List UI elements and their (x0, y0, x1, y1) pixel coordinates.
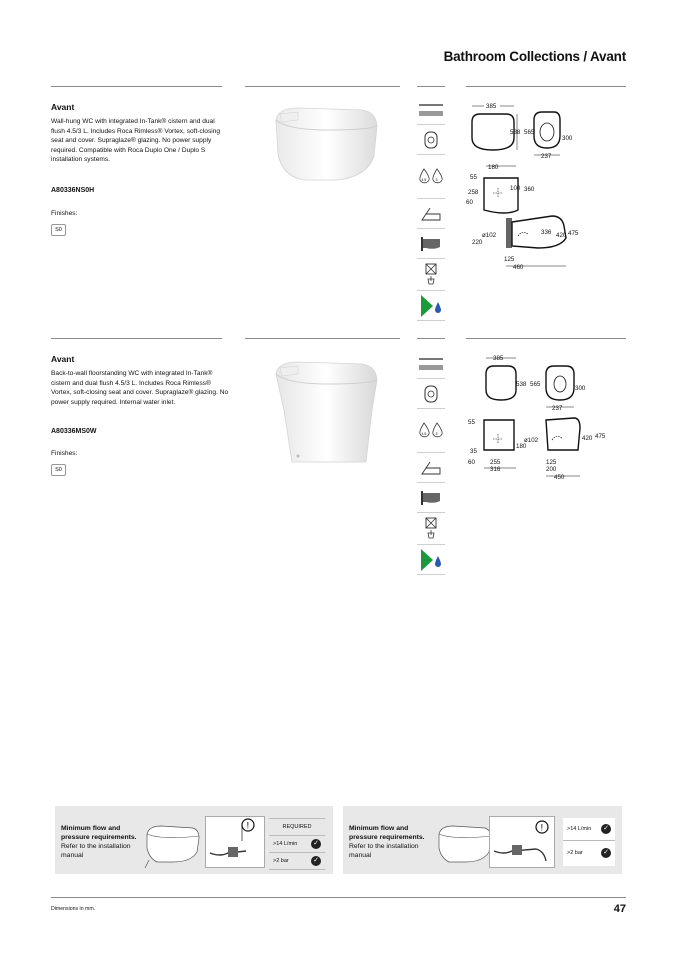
supraglaze-icon (417, 350, 445, 379)
dim-label: 475 (568, 230, 579, 237)
floorstanding-icon (417, 484, 445, 513)
dim-label: 180 (516, 443, 527, 450)
requirements-banner (55, 806, 333, 874)
footer-divider (51, 897, 626, 898)
dim-label: 100 (510, 185, 521, 192)
divider (417, 86, 445, 87)
technical-drawing (462, 350, 632, 490)
requirements-table (563, 818, 615, 866)
dim-label: ø102 (482, 232, 497, 239)
dim-label: 300 (562, 135, 573, 142)
dim-label: 538 (516, 381, 527, 388)
dim-label: 35 (470, 448, 477, 455)
pressure-value: >2 bar (273, 858, 289, 864)
dim-label: 475 (595, 433, 606, 440)
check-icon: ✓ (601, 824, 611, 834)
valve-illustration (205, 816, 265, 868)
dual-flush-icon (417, 410, 445, 453)
dim-label: 220 (472, 239, 483, 246)
banner-text: Refer to the installation manual (61, 843, 131, 859)
divider (245, 338, 400, 339)
dim-label: 60 (466, 199, 473, 206)
flow-value: >14 L/min (273, 841, 298, 847)
rimless-icon (417, 126, 445, 155)
water-saving-icon (417, 292, 445, 321)
water-saving-icon (417, 546, 445, 575)
finish-chip: S0 (51, 224, 66, 236)
divider (466, 338, 626, 339)
pressure-row (269, 853, 325, 870)
dim-label: 55 (470, 174, 477, 181)
banner-text-block (349, 824, 429, 860)
divider (466, 86, 626, 87)
check-icon: ✓ (311, 839, 321, 849)
banner-text: Refer to the installation manual (349, 843, 419, 859)
svg-text:!: ! (540, 822, 544, 833)
dim-label: 420 (582, 435, 593, 442)
check-icon: ✓ (311, 856, 321, 866)
product-code: A80336NS0H (51, 187, 95, 194)
dim-label: 450 (554, 474, 565, 481)
requirements-table (269, 818, 325, 870)
product-description: Wall-hung WC with integrated In-Tank® cistern and dual flush 4.5/3 L. Includes Roca Rimless® Vortex, soft-closing seat and cover. Supraglaze® glazing. No power supply required. Compatible with Roca Duplo One / Duplo S installation systems. (51, 118, 221, 164)
dim-label: ø102 (524, 437, 539, 444)
dim-label: 420 (556, 232, 567, 239)
required-label: REQUIRED (269, 819, 325, 836)
svg-text:4.5: 4.5 (421, 432, 427, 436)
dim-label: 336 (541, 229, 552, 236)
no-power-icon (417, 260, 445, 291)
requirements-banner (343, 806, 622, 874)
dim-label: 385 (493, 355, 504, 362)
svg-text:3: 3 (435, 432, 438, 436)
divider (51, 338, 222, 339)
product-photo (258, 350, 388, 470)
dim-label: 237 (552, 405, 563, 412)
svg-text:!: ! (246, 820, 250, 831)
dim-label: 55 (468, 419, 475, 426)
feature-icon-column (417, 96, 445, 322)
warning-icon (241, 818, 255, 832)
dim-label: 255 (490, 459, 501, 466)
page-number: 47 (613, 903, 626, 915)
svg-text:4.5: 4.5 (421, 178, 427, 182)
dim-label: 460 (513, 264, 524, 271)
toilet-illustration (143, 814, 203, 870)
dim-label: 300 (575, 385, 586, 392)
dual-flush-icon (417, 156, 445, 199)
product-title: Avant (51, 102, 75, 112)
supraglaze-icon (417, 96, 445, 125)
page-title: Bathroom Collections / Avant (443, 49, 626, 64)
pressure-row (563, 841, 615, 865)
divider (245, 86, 400, 87)
product-photo (258, 96, 388, 206)
check-icon: ✓ (601, 848, 611, 858)
soft-close-icon (417, 200, 445, 229)
soft-close-icon (417, 454, 445, 483)
flow-row (563, 818, 615, 841)
no-power-icon (417, 514, 445, 545)
dim-label: 565 (524, 129, 535, 136)
flow-value: >14 L/min (567, 826, 592, 832)
dim-label: 200 (546, 466, 557, 473)
finishes-label: Finishes: (51, 210, 78, 217)
finish-chip: S0 (51, 464, 66, 476)
banner-title: Minimum flow and pressure requirements. (349, 825, 425, 841)
dim-label: 385 (486, 103, 497, 110)
dim-label: 360 (524, 186, 535, 193)
rimless-icon (417, 380, 445, 409)
technical-drawing (462, 98, 632, 274)
feature-icon-column (417, 350, 445, 576)
finishes-label: Finishes: (51, 450, 78, 457)
dim-label: 125 (546, 459, 557, 466)
dim-label: 180 (488, 164, 499, 171)
svg-text:3: 3 (435, 178, 438, 182)
toilet-illustration (435, 814, 495, 870)
product-code: A80336MS0W (51, 428, 97, 435)
banner-title: Minimum flow and pressure requirements. (61, 825, 137, 841)
dim-label: 565 (530, 381, 541, 388)
dim-label: 60 (468, 459, 475, 466)
pressure-value: >2 bar (567, 850, 583, 856)
divider (51, 86, 222, 87)
footer-note: Dimensions in mm. (51, 906, 96, 912)
dim-label: 316 (490, 466, 501, 473)
dim-label: 237 (541, 153, 552, 160)
divider (417, 338, 445, 339)
wall-hung-icon (417, 230, 445, 259)
dim-label: 125 (504, 256, 515, 263)
warning-icon (535, 820, 549, 834)
dim-label: 538 (510, 129, 521, 136)
dim-label: 258 (468, 189, 479, 196)
banner-text-block (61, 824, 141, 860)
flow-row (269, 836, 325, 853)
product-description: Back-to-wall floorstanding WC with integrated In-Tank® cistern and dual flush 4.5/3 L. Includes Roca Rimless® Vortex, soft-closing seat and cover. Supraglaze® glazing. No power supply required. Internal water inlet. (51, 370, 229, 406)
product-title: Avant (51, 354, 75, 364)
